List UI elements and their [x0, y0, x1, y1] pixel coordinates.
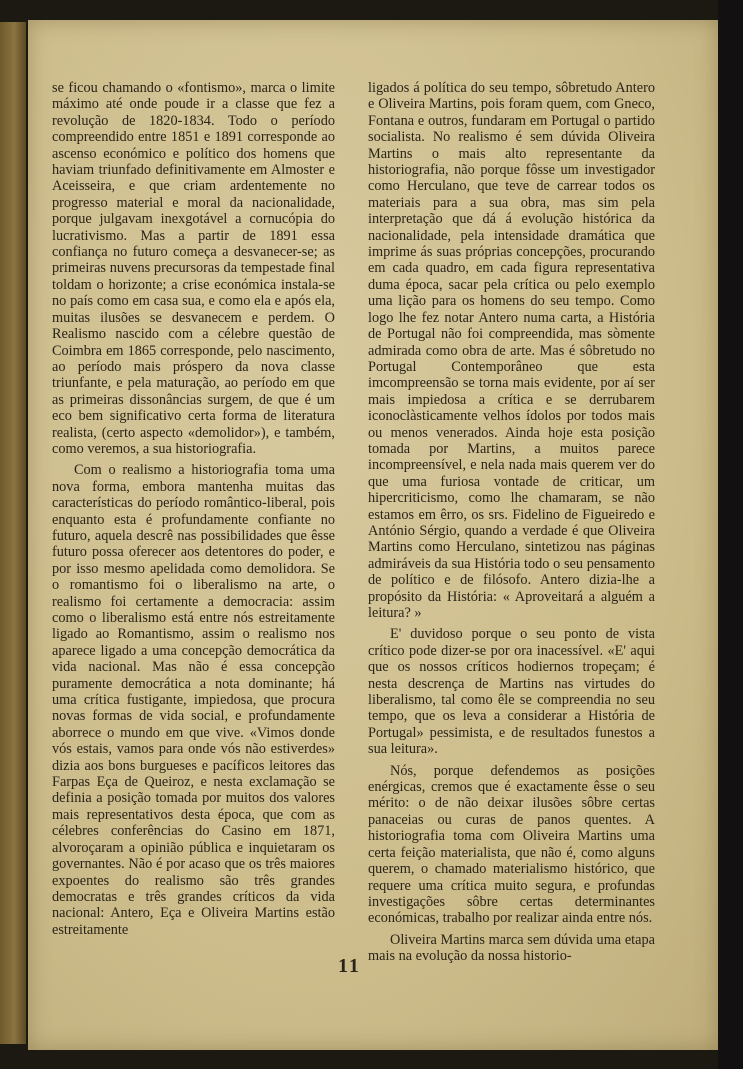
right-text-column [368, 80, 655, 965]
paragraph-left-2: Com o realismo a historiografia toma uma nova forma, embora mantenha muitas das características do período romântico-liberal, pois enquanto esta é profundamente confiante no futuro, aquela descrê nas possibilidades que êsse futuro possa oferecer aos detentores do poder, e por isso mesmo apelidada como demolidora. Se o romantismo foi o liberalismo na arte, o realismo foi certamente a democracia: assim como o liberalismo está entre nós estreitamente ligado ao Romantismo, assim o realismo nos aparece ligado a uma concepção democrática da vida nacional. Mas não é essa concepção puramente democrática a nota dominante; há uma crítica fustigante, impiedosa, que procura novas formas de vida social, e profundamente aborrece o mundo em que vive. «Vimos donde vós estais, vamos para onde vós não estiverdes» dizia aos bons burgueses e pacíficos leitores das Farpas Eça de Queiroz, e nesta exclamação se definia a posição tomada por muitos dos valores mais representativos desta época, que com as célebres conferências do Casino em 1871, alvoroçaram a opinião pública e inquietaram os governantes. Não é por acaso que os três maiores expoentes do realismo são três grandes democratas e três grandes críticos da vida nacional: Antero, Eça e Oliveira Martins estão estreitamente [52, 462, 335, 938]
scan-border [718, 0, 743, 1069]
paragraph-right-2: E' duvidoso porque o seu ponto de vista crítico pode dizer-se por ora inacessível. «E' aqui que os nossos críticos hodiernos tropeçam; é nesta descrença de Martins nas virtudes do liberalismo, tal como êle se compreendia no seu tempo, que os leva a considerar a História de Portugal» pessimista, e de resultados funestos a sua leitura». [368, 626, 655, 758]
paragraph-right-4: Oliveira Martins marca sem dúvida uma etapa mais na evolução da nossa historio- [368, 931, 655, 965]
page-number: 11 [338, 955, 361, 977]
book-spine-edge [0, 22, 26, 1044]
paragraph-right-1: ligados á política do seu tempo, sôbretudo Antero e Oliveira Martins, pois foram quem, com Gneco, Fontana e outros, fundaram em Portugal o partido socialista. No realismo é sem dúvida Oliveira Martins o mais alto representante da historiografia, não porque fôsse um investigador como Herculano, que teve de carrear todos os materiais para a sua obra, mas sim pela interpretação que dá á evolução histórica da nacionalidade, pela intensidade dramática que imprime ás suas próprias concepções, procurando em cada quadro, em cada figura representativa duma época, sacar pela crítica ou pelo exemplo uma lição para os homens do seu tempo. Como logo lhe fez notar Antero numa carta, a História de Portugal não foi compreendida, mas sòmente admirada como obra de arte. Mas é sôbretudo no Portugal Contemporâneo que esta imcompreensão se torna mais evidente, por aí ser mais impiedosa a crítica e se derrubarem iconoclàsticamente velhos ídolos por todos mais ou menos venerados. Ainda hoje esta posição tomada por Martins, a muitos parece incompreensível, e nela nada mais querem ver do que uma furiosa vontade de criticar, um hipercriticismo, como lhe chamaram, se não estamos em êrro, os srs. Fidelino de Figueiredo e António Sérgio, quando a verdade é que Oliveira Martins como Herculano, sintetizou nas páginas admiráveis da sua História todo o seu pensamento de político e de filósofo. Antero dizia-lhe a propósito da História: « Aproveitará a alguém a leitura? » [368, 80, 655, 621]
paragraph-left-1: se ficou chamando o «fontismo», marca o limite máximo até onde poude ir a classe que fez a revolução de 1820-1834. Todo o período compreendido entre 1851 e 1891 corresponde ao ascenso económico e político dos homens que haviam triunfado definitivamente em Almoster e Aceisseira, e que criam ardentemente no progresso material e moral da nacionalidade, porque julgavam inexgotável a cornucópia do lucrativismo. Mas a partir de 1891 essa confiança no futuro começa a desvanecer-se; as primeiras nuvens precursoras da tempestade final toldam o horizonte; a crise económica instala-se no país como em casa sua, e como ela e após ela, muitas ilusões se desvanecem e perdem. O Realismo nascido com a célebre questão de Coimbra em 1865 corresponde, pelo nascimento, ao período mais próspero da nova classe triunfante, e pela maturação, ao período em que as primeiras dissonâncias surgem, de que é um eco bem significativo certa forma de literatura realista, (certo aspecto «demolidor»), e também, como veremos, a sua historiografia. [52, 80, 335, 457]
paragraph-right-3: Nós, porque defendemos as posições enérgicas, cremos que é exactamente êsse o seu mérito: o de não deixar ilusões sôbre certas panaceias ou curas de panos quentes. A historiografia toma com Oliveira Martins uma certa feição materialista, que não é, como alguns querem, o chamado materialismo histórico, que requere uma crítica muito segura, e profundas investigações sôbre certas determinantes económicas, trabalho por realizar ainda entre nós. [368, 762, 655, 927]
left-text-column [52, 80, 335, 938]
